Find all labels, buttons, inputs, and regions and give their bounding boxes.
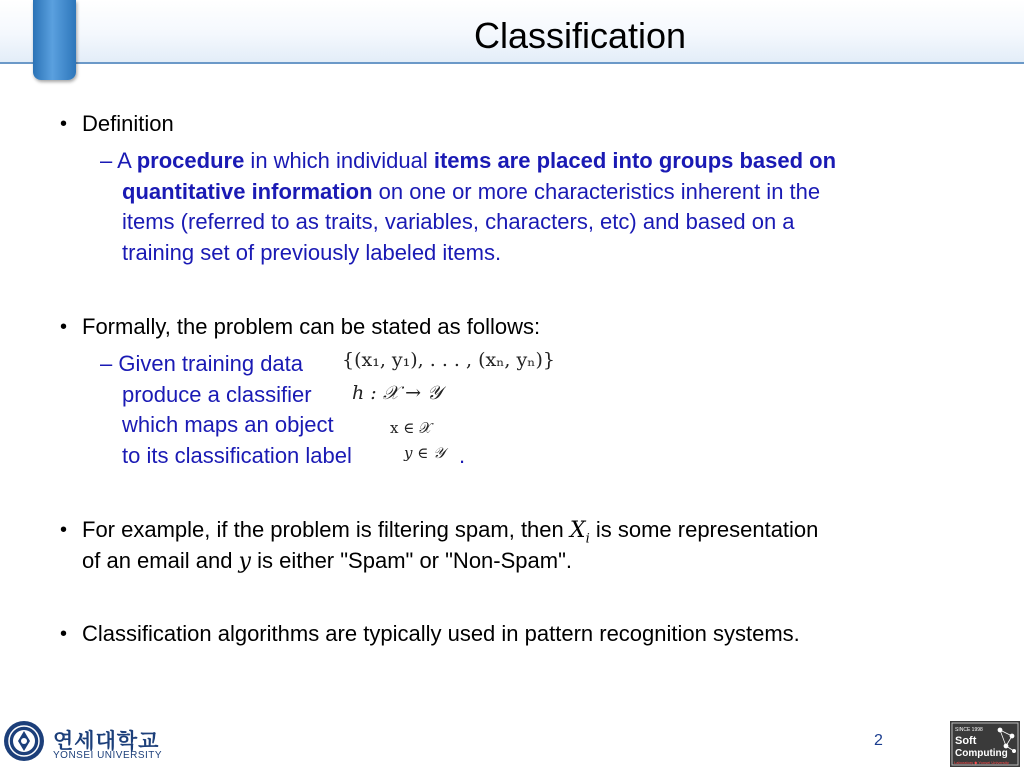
- example-line-2a: of an email and: [82, 548, 239, 573]
- variable-x-subscript: i: [585, 531, 590, 547]
- university-english-name: YONSEI UNIVERSITY: [53, 750, 163, 761]
- example-part-1: For example, if the problem is filtering spam, then: [82, 517, 570, 542]
- university-korean-name: 연세대학교: [53, 730, 160, 753]
- training-data-formula: {(x₁, y₁), . . . , (xₙ, yₙ)}: [342, 349, 555, 371]
- formally-maps: which maps an object: [122, 412, 334, 437]
- soft-computing-lab-logo: [950, 721, 1020, 767]
- definition-in-which: in which individual: [244, 148, 434, 173]
- variable-y: y: [238, 549, 251, 574]
- definition-heading: Definition: [82, 111, 174, 136]
- formally-heading: Formally, the problem can be stated as follows:: [82, 314, 541, 339]
- lab-computing: Computing: [955, 748, 1008, 759]
- header-tab-decoration: [33, 0, 76, 80]
- definition-line-2: [122, 179, 820, 205]
- formally-period: .: [459, 443, 466, 468]
- lab-since: SINCE 1998: [955, 727, 983, 733]
- slide-title: Classification: [473, 15, 687, 56]
- formally-label: to its classification label: [122, 443, 352, 468]
- bullet-marker: •: [60, 623, 68, 645]
- object-formula: x ∈ 𝒳: [390, 419, 432, 437]
- variable-x: X: [569, 518, 586, 543]
- bullet-marker: •: [60, 316, 68, 338]
- lab-caption: Laboratory ◆ Yonsei University: [954, 760, 1009, 765]
- header-rule: [0, 62, 1024, 64]
- definition-items-bold: items are placed into groups based on: [433, 148, 837, 173]
- classifier-formula: h : 𝒳 → 𝒴: [352, 382, 442, 404]
- definition-line-4: training set of previously labeled items.: [122, 240, 502, 265]
- formally-produce: produce a classifier: [122, 382, 312, 407]
- page-number: 2: [874, 732, 883, 749]
- definition-dash: – A: [100, 148, 137, 173]
- example-line-2b: is either "Spam" or "Non-Spam".: [250, 548, 573, 573]
- definition-line-3: items (referred to as traits, variables, characters, etc) and based on a: [122, 209, 795, 234]
- example-line-2: [82, 548, 572, 575]
- definition-line-1: [100, 148, 836, 174]
- algorithms-text: Classification algorithms are typically used in pattern recognition systems.: [82, 621, 800, 646]
- bullet-marker: •: [60, 113, 68, 135]
- example-part-2: is some representation: [589, 517, 819, 542]
- label-formula: y ∈ 𝒴: [404, 444, 445, 462]
- definition-line-2-rest: on one or more characteristics inherent in the: [372, 179, 821, 204]
- yonsei-seal-icon: [3, 720, 45, 762]
- bullet-marker: •: [60, 519, 68, 541]
- definition-quant-bold: quantitative information: [122, 179, 373, 204]
- lab-soft: Soft: [955, 735, 977, 747]
- formally-given: – Given training data: [100, 351, 304, 376]
- definition-procedure: procedure: [136, 148, 245, 173]
